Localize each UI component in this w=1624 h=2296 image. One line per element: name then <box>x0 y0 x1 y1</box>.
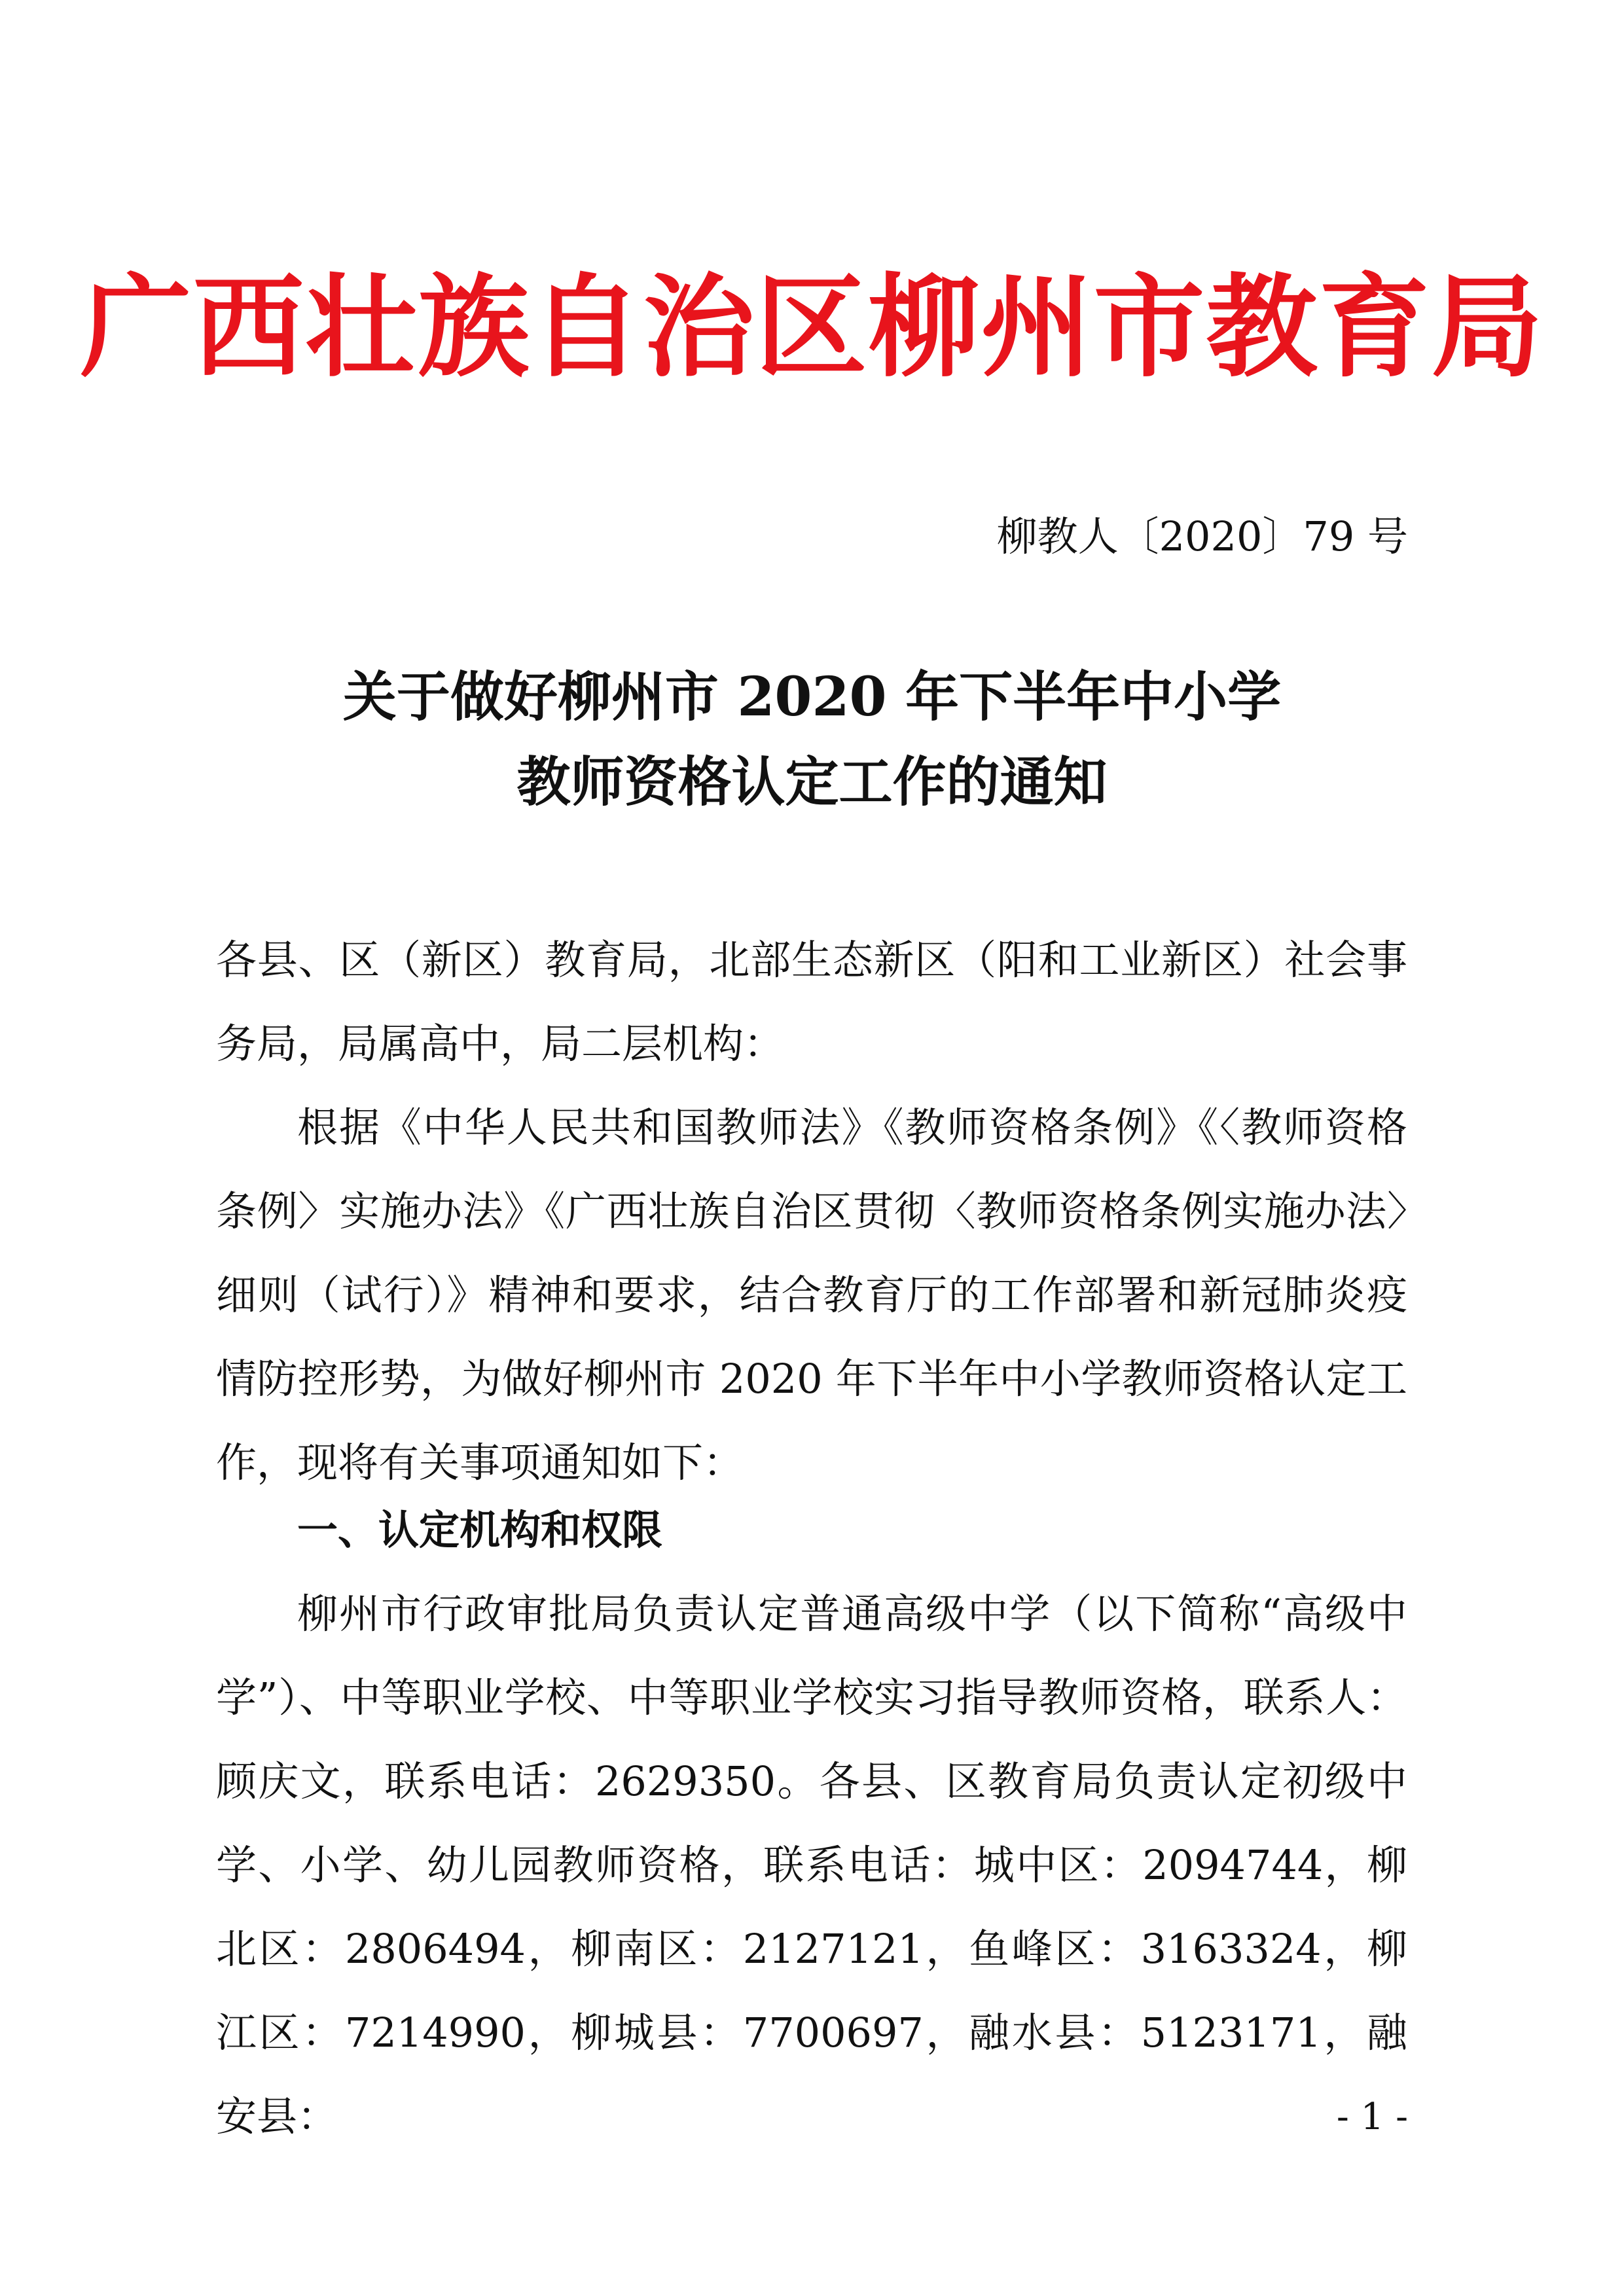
document-title-line-2: 教师资格认定工作的通知 <box>516 751 1108 814</box>
document-title-line-1: 关于做好柳州市 2020 年下半年中小学 <box>342 666 1282 728</box>
intro-paragraph: 根据《中华人民共和国教师法》《教师资格条例》《〈教师资格条例〉实施办法》《广西壮族自治区贯彻〈教师资格条例实施办法〉细则（试行）》精神和要求，结合教育厅的工作部署和新冠肺炎疫情防控形势，为做好柳州市 2020 年下半年中小学教师资格认定工作，现将有关事项通知如下： <box>216 1103 1407 1486</box>
page-number: - 1 - <box>1336 2096 1408 2138</box>
salutation-paragraph: 各县、区（新区）教育局，北部生态新区（阳和工业新区）社会事务局，局属高中，局二层机构： <box>216 936 1407 1067</box>
section-1-heading: 一、认定机构和权限 <box>297 1506 663 1554</box>
section-1-body: 柳州市行政审批局负责认定普通高级中学（以下简称“高级中学”）、中等职业学校、中等职业学校实习指导教师资格，联系人：顾庆文，联系电话：2629350。各县、区教育局负责认定初级中学、小学、幼儿园教师资格，联系电话：城中区：2094744，柳北区：2806494，柳南区：2127121，鱼峰区：3163324，柳江区：7214990，柳城县：7700697，融水县：5123171，融安县： <box>216 1590 1407 2140</box>
issuer-header: 广西壮族自治区柳州市教育局 <box>80 262 1544 393</box>
document-number: 柳教人〔2020〕79 号 <box>996 512 1408 560</box>
